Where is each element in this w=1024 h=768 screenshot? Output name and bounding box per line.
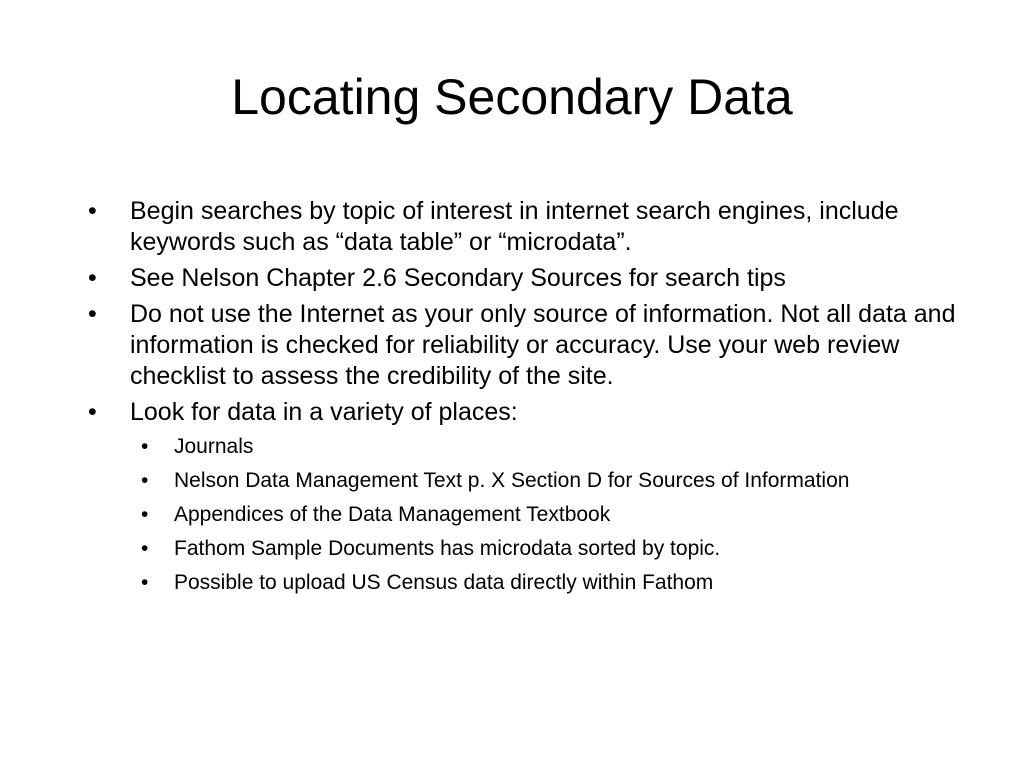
sub-bullet-icon: •	[141, 435, 149, 458]
sub-bullet-item	[88, 468, 988, 494]
bullet-text: Do not use the Internet as your only source of information. Not all data and information is checked for reliability or accuracy. Use your web review checklist to assess the credibility of the site.	[130, 300, 956, 390]
bullet-icon: •	[88, 264, 97, 292]
bullet-text: See Nelson Chapter 2.6 Secondary Sources for search tips	[130, 264, 786, 292]
sub-bullet-text: Fathom Sample Documents has microdata sorted by topic.	[174, 537, 721, 560]
sub-bullet-icon: •	[141, 571, 149, 594]
slide-body	[88, 196, 988, 604]
bullet-item	[88, 263, 988, 294]
sub-bullet-item	[88, 536, 988, 562]
bullet-icon: •	[88, 197, 97, 225]
sub-bullet-item	[88, 502, 988, 528]
sub-bullet-list	[88, 434, 988, 596]
bullet-text: Begin searches by topic of interest in internet search engines, include keywords such as “data table” or “microdata”.	[130, 197, 899, 256]
bullet-text: Look for data in a variety of places:	[130, 398, 518, 426]
slide-title: Locating Secondary Data	[231, 69, 793, 125]
sub-bullet-text: Journals	[174, 435, 254, 458]
sub-bullet-icon: •	[141, 469, 149, 492]
sub-bullet-icon: •	[141, 503, 149, 526]
bullet-item	[88, 196, 988, 258]
bullet-icon: •	[88, 300, 97, 328]
sub-bullet-item	[88, 434, 988, 460]
bullet-icon: •	[88, 398, 97, 426]
bullet-item	[88, 397, 988, 428]
sub-bullet-icon: •	[141, 537, 149, 560]
sub-bullet-text: Possible to upload US Census data directly within Fathom	[174, 571, 714, 594]
sub-bullet-text: Appendices of the Data Management Textbook	[174, 503, 611, 526]
bullet-item	[88, 299, 988, 392]
sub-bullet-text: Nelson Data Management Text p. X Section D for Sources of Information	[174, 469, 850, 492]
sub-bullet-item	[88, 570, 988, 596]
